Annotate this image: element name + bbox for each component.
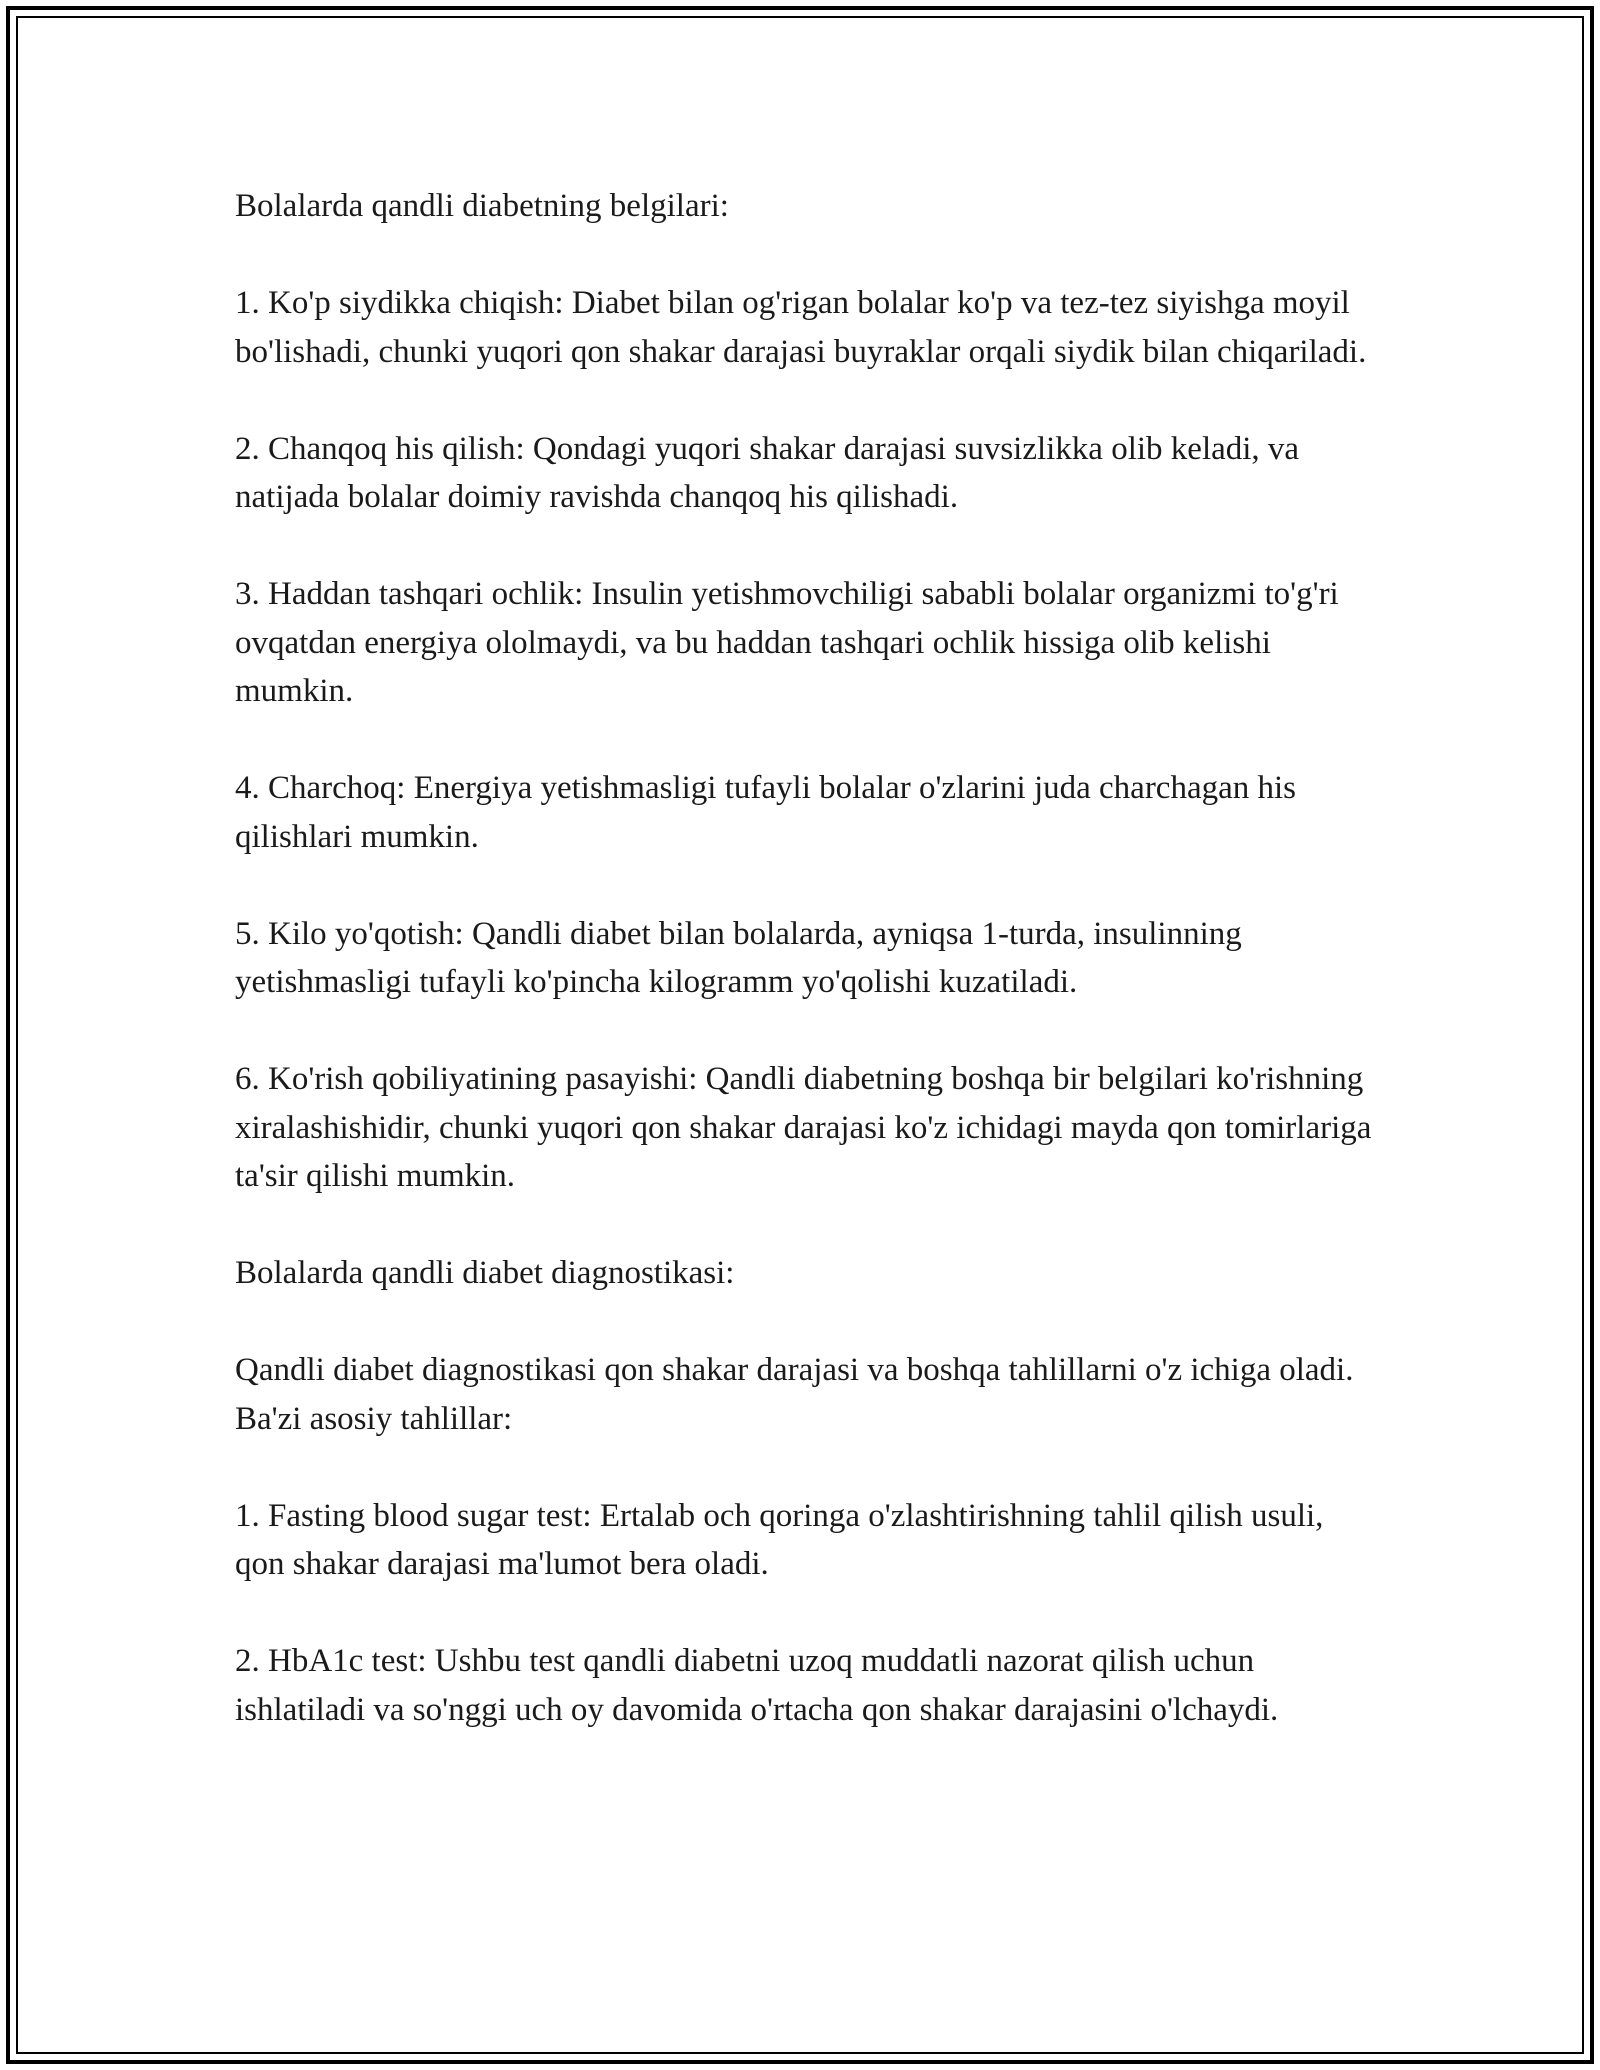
symptom-item-4: 4. Charchoq: Energiya yetishmasligi tufayli bolalar o'zlarini juda charchagan his qilishlari mumkin. [235, 770, 1297, 855]
document-body [235, 182, 1375, 1734]
symptom-item-2: 2. Chanqoq his qilish: Qondagi yuqori shakar darajasi suvsizlikka olib keladi, va natijada bolalar doimiy ravishda chanqoq his qilishadi. [235, 430, 1300, 515]
diagnostic-test-1: 1. Fasting blood sugar test: Ertalab och qoringa o'zlashtirishning tahlil qilish usuli, qon shakar darajasi ma'lumot bera oladi. [235, 1497, 1324, 1582]
symptom-item-3: 3. Haddan tashqari ochlik: Insulin yetishmovchiligi sababli bolalar organizmi to'g'ri ovqatdan energiya ololmaydi, va bu haddan tashqari ochlik hissiga olib kelishi mumkin. [235, 576, 1339, 709]
symptom-item-5: 5. Kilo yo'qotish: Qandli diabet bilan bolalarda, ayniqsa 1-turda, insulinning yetishmasligi tufayli ko'pincha kilogramm yo'qolishi kuzatiladi. [235, 915, 1242, 1000]
diagnostic-test-2: 2. HbA1c test: Ushbu test qandli diabetni uzoq muddatli nazorat qilish uchun ishlatiladi va so'nggi uch oy davomida o'rtacha qon shakar darajasini o'lchaydi. [235, 1643, 1279, 1728]
section-heading-symptoms: Bolalarda qandli diabetning belgilari: [235, 188, 729, 224]
symptom-item-6: 6. Ko'rish qobiliyatining pasayishi: Qandli diabetning boshqa bir belgilari ko'rishning xiralashishidir, chunki yuqori qon shakar darajasi ko'z ichidagi mayda qon tomirlariga ta'sir qilishi mumkin. [235, 1061, 1372, 1194]
symptom-item-1: 1. Ko'p siydikka chiqish: Diabet bilan og'rigan bolalar ko'p va tez-tez siyishga moyil bo'lishadi, chunki yuqori qon shakar darajasi buyraklar orqali siydik bilan chiqariladi. [235, 285, 1367, 370]
section-heading-diagnostics: Bolalarda qandli diabet diagnostikasi: [235, 1255, 735, 1291]
diagnostics-intro: Qandli diabet diagnostikasi qon shakar darajasi va boshqa tahlillarni o'z ichiga oladi. Ba'zi asosiy tahlillar: [235, 1352, 1354, 1437]
